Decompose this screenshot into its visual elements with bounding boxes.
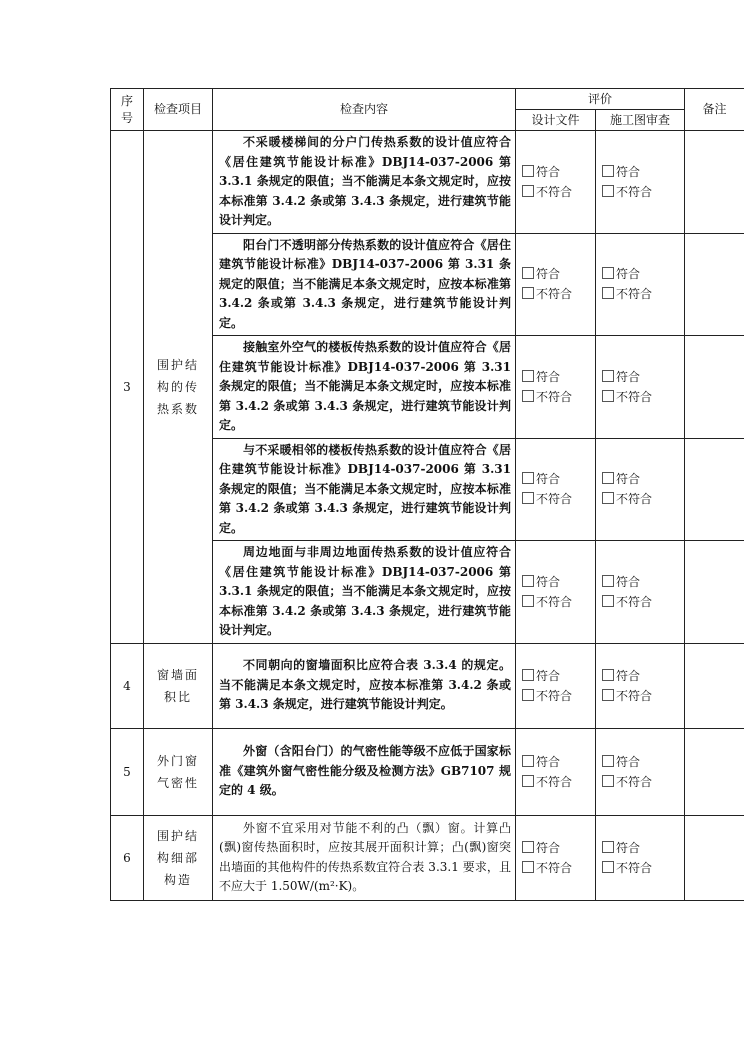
item-line: 积比 (163, 689, 192, 704)
checkbox-icon[interactable] (522, 669, 534, 681)
comply-option[interactable] (522, 264, 595, 284)
not-comply-option[interactable] (522, 182, 595, 202)
drawing-review-check-cell (596, 728, 685, 815)
item-line: 围护结 (156, 357, 199, 372)
option-label: 符合 (536, 369, 561, 384)
checkbox-icon[interactable] (522, 755, 534, 767)
checkbox-icon[interactable] (522, 575, 534, 587)
comply-option[interactable] (522, 838, 595, 858)
not-comply-option[interactable] (522, 772, 595, 792)
checkbox-icon[interactable] (602, 287, 614, 299)
row-content: 不采暖楼梯间的分户门传热系数的设计值应符合《居住建筑节能设计标准》DBJ14-037-2006 第 3.3.1 条规定的限值；当不能满足本条文规定时，应按本标准第 3.4.2 条或第 3.4.3 条规定，进行建筑节能设计判定。 (213, 131, 516, 234)
comply-option[interactable] (602, 752, 684, 772)
checkbox-icon[interactable] (602, 669, 614, 681)
checkbox-icon[interactable] (522, 287, 534, 299)
row-item (144, 131, 213, 644)
option-label: 符合 (616, 472, 641, 487)
checkbox-icon[interactable] (602, 861, 614, 873)
option-label: 不符合 (616, 774, 653, 789)
checkbox-icon[interactable] (522, 390, 534, 402)
drawing-review-check-cell (596, 438, 685, 541)
remarks-cell[interactable] (685, 541, 744, 644)
header-content: 检查内容 (213, 89, 516, 131)
item-line: 气密性 (156, 775, 199, 790)
row-content: 外窗不宜采用对节能不利的凸（飘）窗。计算凸(飘)窗传热面积时，应按其展开面积计算；凸(飘)窗突出墙面的其他构件的传热系数宜符合表 3.3.1 要求，且不应大于 1.50W/(m²·K)。 (213, 815, 516, 900)
checkbox-icon[interactable] (522, 689, 534, 701)
not-comply-option[interactable] (522, 387, 595, 407)
option-label: 不符合 (536, 287, 573, 302)
design-docs-check-cell (516, 438, 596, 541)
comply-option[interactable] (602, 838, 684, 858)
option-label: 不符合 (536, 774, 573, 789)
checkbox-icon[interactable] (602, 775, 614, 787)
option-label: 不符合 (616, 688, 653, 703)
row-content: 阳台门不透明部分传热系数的设计值应符合《居住建筑节能设计标准》DBJ14-037-2006 第 3.31 条规定的限值；当不能满足本条文规定时，应按本标准第 3.4.2 条或第 3.4.3 条规定，进行建筑节能设计判定。 (213, 233, 516, 336)
header-design-docs: 设计文件 (516, 110, 596, 131)
remarks-cell[interactable] (685, 131, 744, 234)
remarks-cell[interactable] (685, 728, 744, 815)
checkbox-icon[interactable] (522, 492, 534, 504)
design-docs-check-cell (516, 336, 596, 439)
comply-option[interactable] (522, 752, 595, 772)
checkbox-icon[interactable] (602, 841, 614, 853)
checkbox-icon[interactable] (602, 689, 614, 701)
option-label: 符合 (536, 668, 561, 683)
drawing-review-check-cell (596, 643, 685, 728)
option-label: 符合 (536, 754, 561, 769)
not-comply-option[interactable] (522, 592, 595, 612)
remarks-cell[interactable] (685, 336, 744, 439)
not-comply-option[interactable] (522, 489, 595, 509)
table-row (111, 728, 744, 815)
item-line: 构细部 (156, 850, 199, 865)
row-item (144, 815, 213, 900)
design-docs-check-cell (516, 233, 596, 336)
header-seq: 序 号 (111, 89, 144, 131)
checkbox-icon[interactable] (602, 492, 614, 504)
remarks-cell[interactable] (685, 233, 744, 336)
not-comply-option[interactable] (522, 858, 595, 878)
option-label: 符合 (616, 164, 641, 179)
option-label: 不符合 (536, 594, 573, 609)
option-label: 符合 (536, 164, 561, 179)
header-remarks: 备注 (685, 89, 744, 131)
checkbox-icon[interactable] (602, 185, 614, 197)
comply-option[interactable] (602, 162, 684, 182)
option-label: 符合 (616, 668, 641, 683)
checkbox-icon[interactable] (522, 775, 534, 787)
remarks-cell[interactable] (685, 643, 744, 728)
checkbox-icon[interactable] (602, 595, 614, 607)
comply-option[interactable] (602, 264, 684, 284)
checkbox-icon[interactable] (522, 841, 534, 853)
header-evaluation: 评价 (516, 89, 685, 110)
not-comply-option[interactable] (522, 686, 595, 706)
drawing-review-check-cell (596, 336, 685, 439)
checkbox-icon[interactable] (522, 861, 534, 873)
header-drawing-review: 施工图审查 (596, 110, 685, 131)
comply-option[interactable] (522, 469, 595, 489)
table-row (111, 643, 744, 728)
checkbox-icon[interactable] (522, 595, 534, 607)
item-line: 构的传 (156, 379, 199, 394)
row-content: 不同朝向的窗墙面积比应符合表 3.3.4 的规定。当不能满足本条文规定时，应按本标准第 3.4.2 条或第 3.4.3 条规定，进行建筑节能设计判定。 (213, 643, 516, 728)
row-content: 周边地面与非周边地面传热系数的设计值应符合《居住建筑节能设计标准》DBJ14-037-2006 第 3.3.1 条规定的限值；当不能满足本条文规定时，应按本标准第 3.4.2 条或第 3.4.3 条规定，进行建筑节能设计判定。 (213, 541, 516, 644)
checkbox-icon[interactable] (522, 165, 534, 177)
checkbox-icon[interactable] (602, 370, 614, 382)
not-comply-option[interactable] (602, 489, 684, 509)
remarks-cell[interactable] (685, 438, 744, 541)
checkbox-icon[interactable] (522, 185, 534, 197)
inspection-table (110, 88, 744, 901)
row-content: 外窗（含阳台门）的气密性能等级不应低于国家标准《建筑外窗气密性能分级及检测方法》GB7107 规定的 4 级。 (213, 728, 516, 815)
not-comply-option[interactable] (522, 284, 595, 304)
option-label: 不符合 (616, 389, 653, 404)
comply-option[interactable] (602, 469, 684, 489)
option-label: 不符合 (616, 184, 653, 199)
item-line: 热系数 (156, 401, 199, 416)
table-row (111, 131, 744, 234)
comply-option[interactable] (522, 572, 595, 592)
checkbox-icon[interactable] (602, 575, 614, 587)
item-line: 窗墙面 (156, 667, 199, 682)
design-docs-check-cell (516, 728, 596, 815)
drawing-review-check-cell (596, 541, 685, 644)
option-label: 符合 (616, 267, 641, 282)
design-docs-check-cell (516, 815, 596, 900)
checkbox-icon[interactable] (602, 390, 614, 402)
option-label: 不符合 (536, 184, 573, 199)
option-label: 符合 (616, 369, 641, 384)
option-label: 不符合 (616, 594, 653, 609)
design-docs-check-cell (516, 541, 596, 644)
checkbox-icon[interactable] (522, 267, 534, 279)
not-comply-option[interactable] (602, 858, 684, 878)
row-seq: 6 (111, 815, 144, 900)
option-label: 不符合 (536, 389, 573, 404)
header-item: 检查项目 (144, 89, 213, 131)
not-comply-option[interactable] (602, 686, 684, 706)
option-label: 不符合 (536, 688, 573, 703)
option-label: 不符合 (536, 860, 573, 875)
row-seq: 3 (111, 131, 144, 644)
checkbox-icon[interactable] (522, 370, 534, 382)
comply-option[interactable] (602, 666, 684, 686)
option-label: 不符合 (616, 860, 653, 875)
option-label: 符合 (616, 754, 641, 769)
item-line: 构造 (163, 872, 192, 887)
option-label: 符合 (616, 574, 641, 589)
comply-option[interactable] (602, 572, 684, 592)
checkbox-icon[interactable] (602, 165, 614, 177)
option-label: 不符合 (616, 287, 653, 302)
row-item (144, 728, 213, 815)
not-comply-option[interactable] (602, 387, 684, 407)
comply-option[interactable] (522, 162, 595, 182)
design-docs-check-cell (516, 643, 596, 728)
drawing-review-check-cell (596, 131, 685, 234)
checkbox-icon[interactable] (602, 472, 614, 484)
not-comply-option[interactable] (602, 592, 684, 612)
item-line: 围护结 (156, 828, 199, 843)
design-docs-check-cell (516, 131, 596, 234)
comply-option[interactable] (522, 666, 595, 686)
option-label: 不符合 (616, 492, 653, 507)
row-seq: 5 (111, 728, 144, 815)
option-label: 符合 (536, 267, 561, 282)
option-label: 符合 (536, 840, 561, 855)
comply-option[interactable] (602, 367, 684, 387)
table-row (111, 815, 744, 900)
header-row-1 (111, 89, 744, 110)
option-label: 不符合 (536, 492, 573, 507)
checkbox-icon[interactable] (602, 267, 614, 279)
row-content: 接触室外空气的楼板传热系数的设计值应符合《居住建筑节能设计标准》DBJ14-037-2006 第 3.31 条规定的限值；当不能满足本条文规定时，应按本标准第 3.4.2 条或第 3.4.3 条规定，进行建筑节能设计判定。 (213, 336, 516, 439)
row-seq: 4 (111, 643, 144, 728)
drawing-review-check-cell (596, 815, 685, 900)
item-line: 外门窗 (156, 753, 199, 768)
not-comply-option[interactable] (602, 182, 684, 202)
checkbox-icon[interactable] (522, 472, 534, 484)
drawing-review-check-cell (596, 233, 685, 336)
option-label: 符合 (536, 574, 561, 589)
option-label: 符合 (536, 472, 561, 487)
not-comply-option[interactable] (602, 284, 684, 304)
remarks-cell[interactable] (685, 815, 744, 900)
row-item (144, 643, 213, 728)
not-comply-option[interactable] (602, 772, 684, 792)
checkbox-icon[interactable] (602, 755, 614, 767)
comply-option[interactable] (522, 367, 595, 387)
option-label: 符合 (616, 840, 641, 855)
row-content: 与不采暖相邻的楼板传热系数的设计值应符合《居住建筑节能设计标准》DBJ14-037-2006 第 3.31 条规定的限值；当不能满足本条文规定时，应按本标准第 3.4.2 条或第 3.4.3 条规定，进行建筑节能设计判定。 (213, 438, 516, 541)
